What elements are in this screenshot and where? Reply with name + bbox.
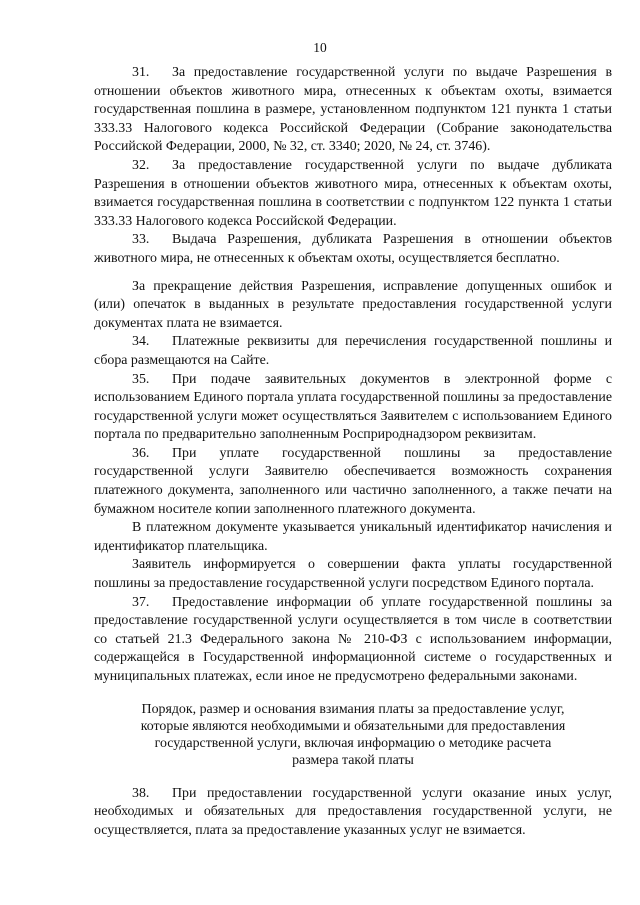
paragraph-text: В платежном документе указывается уникальный идентификатор начисления и идентификатор плательщика. (94, 520, 612, 554)
paragraph-payment-identifier (94, 519, 612, 556)
paragraph-number: 32. (132, 157, 150, 173)
paragraph-number: 34. (132, 334, 150, 350)
paragraph-number: 38. (132, 785, 150, 801)
paragraph-text: При предоставлении государственной услуги оказание иных услуг, необходимых и обязательных для предоставления государственной услуги, не осуществляется, плата за предоставление указанных услуг не взимается. (94, 785, 612, 838)
paragraph-text: За предоставление государственной услуги по выдаче Разрешения в отношении объектов животного мира, отнесенных к объектам охоты, взимается государственная пошлина в размере, установленном подпунктом 121 пункта 1 статьи 333.33 Налогового кодекса Российской Федерации (Собрание законодательства Российской Федерации, 2000, № 32, ст. 3340; 2020, № 24, ст. 3746). (94, 65, 612, 155)
paragraph-number: 35. (132, 371, 150, 387)
paragraph-number: 37. (132, 594, 150, 610)
paragraph-34 (94, 333, 612, 370)
document-body (94, 64, 612, 840)
paragraph-38 (94, 785, 612, 841)
paragraph-text: Заявитель информируется о совершении факта уплаты государственной пошлины за предоставление государственной услуги посредством Единого портала. (94, 557, 612, 592)
paragraph-number: 33. (132, 232, 150, 248)
paragraph-text: Выдача Разрешения, дубликата Разрешения в отношении объектов животного мира, не отнесенных к объектам охоты, осуществляется бесплатно. (94, 232, 612, 266)
paragraph-text: При уплате государственной пошлины за предоставление государственной услуги Заявителю обеспечивается возможность сохранения платежного документа, заполненного или частично заполненного, а также печати на бумажном носителе копии заполненного платежного документа. (94, 445, 612, 517)
paragraph-33 (94, 231, 612, 268)
paragraph-36 (94, 445, 612, 519)
paragraph-text: За предоставление государственной услуги по выдаче дубликата Разрешения в отношении объектов животного мира, отнесенных к объектам охоты, взимается государственная пошлина в соответствии с подпунктом 122 пункта 1 статьи 333.33 Налогового кодекса Российской Федерации. (94, 157, 612, 229)
paragraph-35 (94, 371, 612, 445)
paragraph-text: За прекращение действия Разрешения, исправление допущенных ошибок и (или) опечаток в выданных в результате предоставления государственной услуги документах плата не взимается. (94, 278, 612, 331)
paragraph-applicant-informed (94, 556, 612, 593)
section-heading: Порядок, размер и основания взимания платы за предоставление услуг, которые являются необходимыми и обязательными для предоставления государственной услуги, включая информацию о методике расчета размера такой платы (140, 701, 566, 768)
paragraph-text: При подаче заявительных документов в электронной форме с использованием Единого портала уплата государственной пошлины за предоставление государственной услуги может осуществляться Заявителем с использованием Единого портала по предварительно заполненным Росприроднадзором реквизитам. (94, 371, 612, 443)
paragraph-37 (94, 594, 612, 687)
paragraph-text: Предоставление информации об уплате государственной пошлины за предоставление государственной услуги осуществляется в том числе в соответствии со статьей 21.3 Федерального закона № 210-ФЗ с использованием информации, содержащейся в Государственной информационной системе о государственных и муниципальных платежах, если иное не предусмотрено федеральными законами. (94, 594, 612, 684)
paragraph-number: 36. (132, 445, 150, 461)
paragraph-32 (94, 157, 612, 231)
paragraph-no-fee-corrections (94, 278, 612, 334)
page-number: 10 (313, 40, 327, 55)
paragraph-31 (94, 64, 612, 157)
paragraph-number: 31. (132, 65, 150, 80)
paragraph-text: Платежные реквизиты для перечисления государственной пошлины и сбора размещаются на Сайте. (94, 334, 612, 368)
